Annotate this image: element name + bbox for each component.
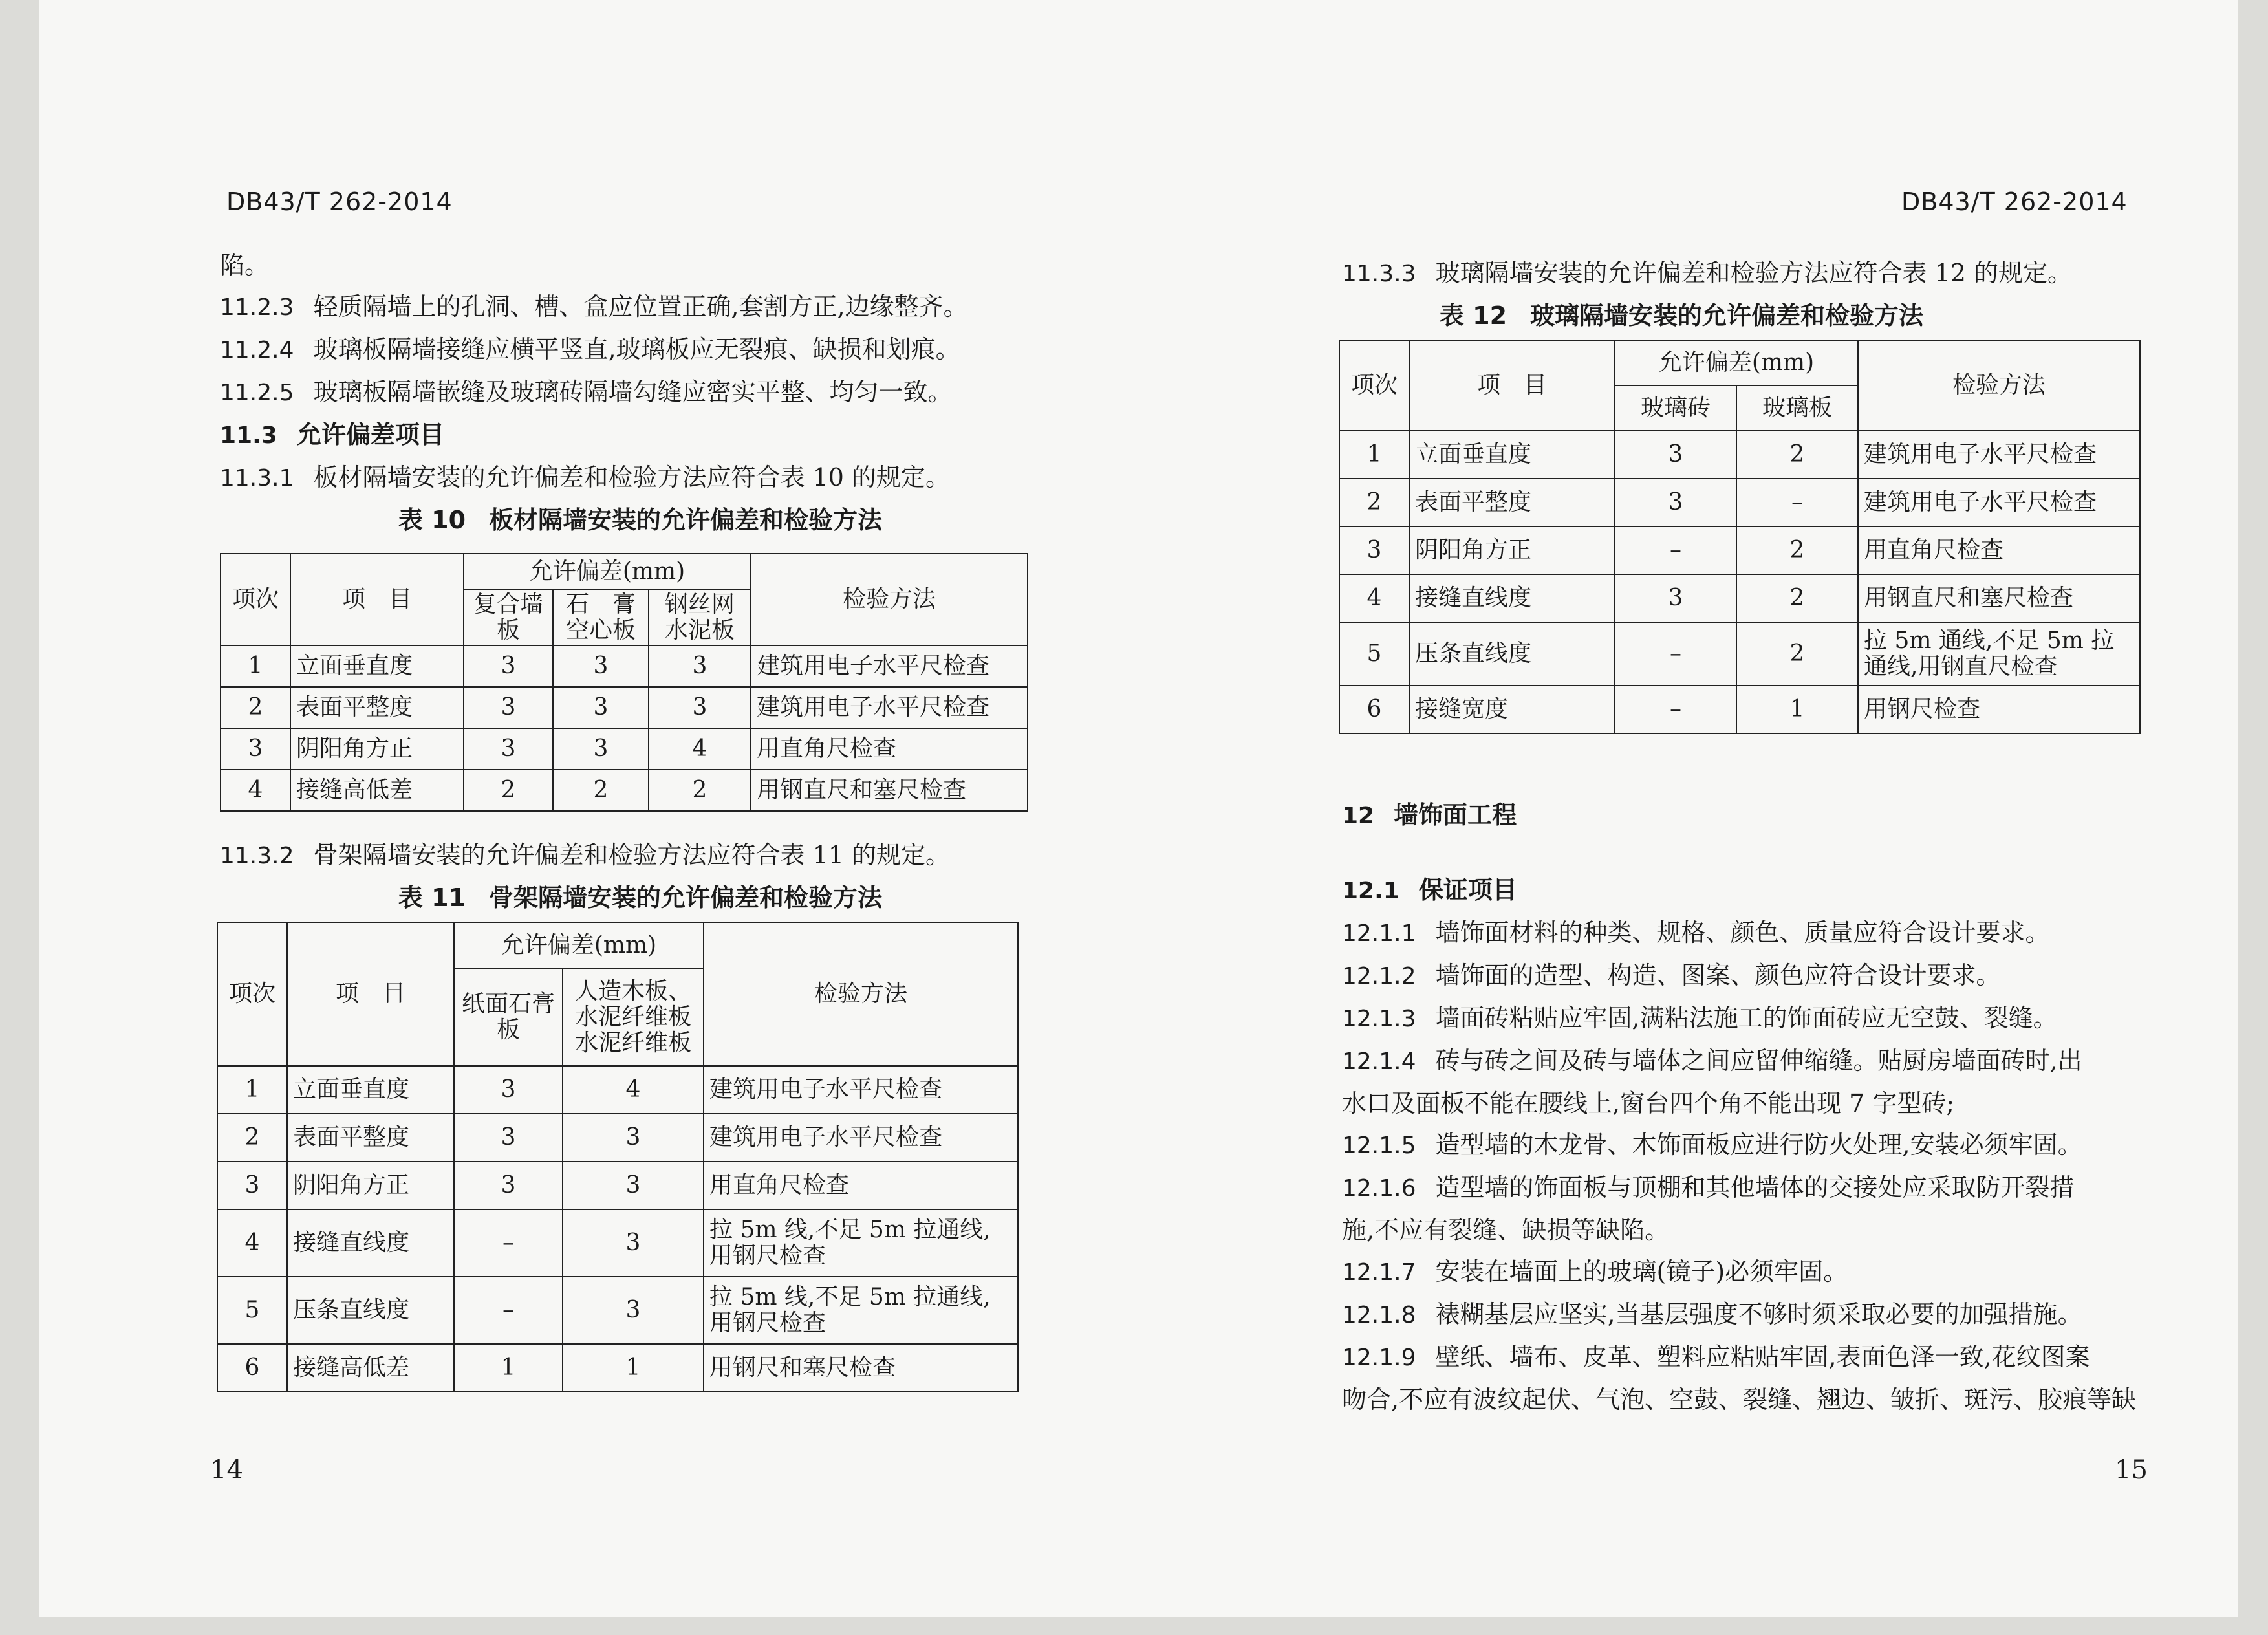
cell-value: –: [1615, 622, 1736, 686]
table-row: [1339, 479, 2140, 526]
right-page: [1138, 0, 2238, 1617]
table-title: 骨架隔墙安装的允许偏差和检验方法: [489, 883, 883, 912]
table-header-col: 人造木板、水泥纤维板水泥纤维板: [563, 969, 704, 1066]
cell-value: –: [454, 1209, 563, 1277]
right-top-text: [1342, 252, 2183, 336]
table-header-col: 钢丝网水泥板: [649, 590, 751, 645]
section-title: 保证项目: [1418, 876, 1517, 904]
section-number: 12.1: [1342, 878, 1399, 904]
cell-item: 接缝直线度: [1409, 574, 1615, 622]
cell-value: 2: [464, 770, 553, 811]
table-header-col: 玻璃砖: [1615, 385, 1736, 431]
cell-index: 3: [217, 1162, 287, 1209]
table-title: 玻璃隔墙安装的允许偏差和检验方法: [1530, 301, 1924, 330]
cell-value: 3: [464, 687, 553, 728]
table10-caption: [220, 499, 1061, 541]
table12-caption: [1342, 295, 2021, 336]
clause-text: 墙饰面的造型、构造、图案、颜色应符合设计要求。: [1435, 961, 2001, 990]
clause-11-2-3: [220, 286, 1061, 329]
cell-item: 阴阳角方正: [1409, 526, 1615, 574]
cell-method: 建筑用电子水平尺检查: [751, 687, 1028, 728]
left-top-text: [220, 244, 1061, 541]
cell-value: 3: [454, 1066, 563, 1114]
clause-12-1-6: [1342, 1167, 2144, 1209]
cell-method: 用直角尺检查: [704, 1162, 1018, 1209]
table-header-col: 复合墙板: [464, 590, 553, 645]
cell-method: 用直角尺检查: [751, 728, 1028, 770]
cell-value: 3: [553, 687, 649, 728]
cell-value: 3: [553, 728, 649, 770]
cell-method: 用钢尺检查: [1858, 686, 2140, 733]
table-header-method: 检验方法: [704, 922, 1018, 1066]
clause-number: 11.3.3: [1342, 261, 1416, 287]
clause-text: 玻璃隔墙安装的允许偏差和检验方法应符合表 12 的规定。: [1435, 259, 2073, 287]
clause-11-2-4: [220, 329, 1061, 371]
table-header-col: 玻璃板: [1736, 385, 1858, 431]
table-row: [1339, 622, 2140, 686]
cell-method: 建筑用电子水平尺检查: [751, 645, 1028, 687]
clause-12-1-7: [1342, 1251, 2144, 1294]
cell-item: 接缝直线度: [287, 1209, 454, 1277]
cell-index: 5: [1339, 622, 1409, 686]
cell-item: 压条直线度: [1409, 622, 1615, 686]
cell-value: 4: [563, 1066, 704, 1114]
cell-method: 建筑用电子水平尺检查: [704, 1066, 1018, 1114]
table-header-item: 项 目: [287, 922, 454, 1066]
clause-11-3-2: [220, 834, 1061, 877]
cell-value: 2: [1736, 431, 1858, 479]
cell-value: –: [1736, 479, 1858, 526]
cell-index: 6: [217, 1344, 287, 1392]
left-page-header: DB43/T 262-2014: [226, 188, 453, 216]
cell-method: 用直角尺检查: [1858, 526, 2140, 574]
cell-item: 立面垂直度: [287, 1066, 454, 1114]
cell-value: 3: [649, 687, 751, 728]
cell-item: 表面平整度: [290, 687, 464, 728]
cell-value: 1: [454, 1344, 563, 1392]
cell-value: 3: [1615, 574, 1736, 622]
cell-value: 3: [649, 645, 751, 687]
cell-index: 2: [1339, 479, 1409, 526]
table-title: 板材隔墙安装的允许偏差和检验方法: [489, 506, 883, 534]
left-page: [39, 0, 1139, 1617]
table11-caption: [220, 877, 1061, 918]
clause-text: 玻璃板隔墙嵌缝及玻璃砖隔墙勾缝应密实平整、均匀一致。: [313, 378, 953, 406]
book-spread: [39, 0, 2238, 1617]
left-page-number: 14: [210, 1455, 243, 1485]
text-line: [220, 244, 1061, 286]
cell-value: –: [1615, 686, 1736, 733]
clause-number: 12.1.2: [1342, 963, 1416, 990]
clause-number: 12.1.6: [1342, 1175, 1416, 1202]
cell-index: 4: [1339, 574, 1409, 622]
table-10: [220, 553, 1028, 812]
table-header-col: 纸面石膏板: [454, 969, 563, 1066]
cell-value: 3: [563, 1114, 704, 1162]
cell-value: 3: [454, 1162, 563, 1209]
clause-number: 12.1.8: [1342, 1302, 1416, 1328]
table-row: [1339, 686, 2140, 733]
cell-method: 拉 5m 线,不足 5m 拉通线,用钢尺检查: [704, 1209, 1018, 1277]
table-header-deviation: 允许偏差(mm): [454, 922, 704, 969]
table-row: [217, 1162, 1018, 1209]
clause-number: 11.3.1: [220, 465, 294, 492]
clause-text: 裱糊基层应坚实,当基层强度不够时须采取必要的加强措施。: [1435, 1300, 2082, 1328]
table-number: 表 12: [1439, 301, 1507, 330]
table-number: 表 10: [398, 506, 466, 534]
clause-text: 轻质隔墙上的孔洞、槽、盒应位置正确,套割方正,边缘整齐。: [313, 292, 968, 321]
clause-text: 板材隔墙安装的允许偏差和检验方法应符合表 10 的规定。: [313, 463, 951, 492]
clause-12-1-4-cont: 水口及面板不能在腰线上,窗台四个角不能出现 7 字型砖;: [1342, 1089, 1955, 1118]
clause-11-2-5: [220, 371, 1061, 414]
chapter-number: 12: [1342, 803, 1375, 829]
cell-method: 建筑用电子水平尺检查: [1858, 479, 2140, 526]
clause-text: 造型墙的木龙骨、木饰面板应进行防火处理,安装必须牢固。: [1435, 1131, 2082, 1159]
clause-12-1-3: [1342, 997, 2144, 1040]
cell-index: 4: [221, 770, 290, 811]
cell-value: 3: [1615, 479, 1736, 526]
right-page-header: DB43/T 262-2014: [1901, 188, 2128, 216]
table-header-index: 项次: [1339, 340, 1409, 431]
table-header-index: 项次: [217, 922, 287, 1066]
chapter-12-heading: [1342, 794, 2144, 837]
clause-11-3-1: [220, 457, 1061, 499]
clause-number: 12.1.5: [1342, 1132, 1416, 1159]
table-row: [217, 1344, 1018, 1392]
cell-index: 6: [1339, 686, 1409, 733]
right-page-number: 15: [2115, 1455, 2148, 1485]
table-header-index: 项次: [221, 554, 290, 645]
table-row: [217, 1114, 1018, 1162]
cell-item: 压条直线度: [287, 1277, 454, 1344]
cell-value: 3: [553, 645, 649, 687]
clause-12-1-1: [1342, 912, 2144, 955]
table-header-method: 检验方法: [1858, 340, 2140, 431]
cell-item: 接缝高低差: [287, 1344, 454, 1392]
table-row: [1339, 431, 2140, 479]
cell-value: 3: [464, 728, 553, 770]
cell-value: 4: [649, 728, 751, 770]
clause-12-1-4: [1342, 1040, 2144, 1083]
cell-item: 立面垂直度: [1409, 431, 1615, 479]
table-row: [217, 1066, 1018, 1114]
clause-12-1-9: [1342, 1336, 2144, 1379]
table-header-method: 检验方法: [751, 554, 1028, 645]
section-title: 允许偏差项目: [296, 420, 444, 449]
clause-12-1-9-cont: 吻合,不应有波纹起伏、气泡、空鼓、裂缝、翘边、皱折、斑污、胶痕等缺: [1342, 1385, 2137, 1414]
section-12-1-heading: [1342, 869, 2144, 912]
cell-item: 表面平整度: [1409, 479, 1615, 526]
cell-value: 2: [1736, 574, 1858, 622]
table-header-col: 石 膏空心板: [553, 590, 649, 645]
clause-text: 砖与砖之间及砖与墙体之间应留伸缩缝。贴厨房墙面砖时,出: [1435, 1046, 2082, 1075]
cell-value: 1: [1736, 686, 1858, 733]
clause-number: 12.1.1: [1342, 920, 1416, 947]
cell-method: 用钢尺和塞尺检查: [704, 1344, 1018, 1392]
cell-index: 5: [217, 1277, 287, 1344]
table-header-deviation: 允许偏差(mm): [1615, 340, 1858, 385]
clause-text: 陷。: [220, 251, 270, 279]
right-body-text: [1342, 794, 2144, 1420]
cell-value: 2: [1736, 622, 1858, 686]
clause-number: 12.1.4: [1342, 1048, 1416, 1075]
table-header-item: 项 目: [290, 554, 464, 645]
clause-number: 12.1.7: [1342, 1259, 1416, 1286]
clause-text: 造型墙的饰面板与顶棚和其他墙体的交接处应采取防开裂措: [1435, 1173, 2075, 1202]
clause-text: 骨架隔墙安装的允许偏差和检验方法应符合表 11 的规定。: [313, 841, 951, 869]
clause-text: 壁纸、墙布、皮革、塑料应粘贴牢固,表面色泽一致,花纹图案: [1435, 1343, 2090, 1371]
cell-value: 2: [649, 770, 751, 811]
table-header-deviation: 允许偏差(mm): [464, 554, 751, 590]
section-11-3-heading: [220, 414, 1061, 457]
cell-method: 拉 5m 线,不足 5m 拉通线,用钢尺检查: [704, 1277, 1018, 1344]
cell-value: 1: [563, 1344, 704, 1392]
table-row: [217, 1209, 1018, 1277]
left-mid-text: [220, 834, 1061, 918]
cell-item: 阴阳角方正: [287, 1162, 454, 1209]
cell-value: 3: [464, 645, 553, 687]
clause-text: 玻璃板隔墙接缝应横平竖直,玻璃板应无裂痕、缺损和划痕。: [313, 335, 960, 363]
clause-number: 12.1.9: [1342, 1345, 1416, 1371]
clause-text: 墙面砖粘贴应牢固,满粘法施工的饰面砖应无空鼓、裂缝。: [1435, 1004, 2058, 1032]
chapter-title: 墙饰面工程: [1394, 801, 1517, 829]
cell-value: 3: [563, 1209, 704, 1277]
clause-number: 12.1.3: [1342, 1006, 1416, 1032]
table-12: [1339, 340, 2141, 734]
table-number: 表 11: [398, 883, 466, 912]
cell-value: –: [1615, 526, 1736, 574]
table-row: [1339, 574, 2140, 622]
cell-value: 3: [1615, 431, 1736, 479]
cell-index: 3: [1339, 526, 1409, 574]
cell-method: 用钢直尺和塞尺检查: [1858, 574, 2140, 622]
cell-item: 表面平整度: [287, 1114, 454, 1162]
table-row: [221, 728, 1028, 770]
cell-index: 1: [217, 1066, 287, 1114]
cell-method: 建筑用电子水平尺检查: [1858, 431, 2140, 479]
cell-item: 阴阳角方正: [290, 728, 464, 770]
cell-index: 1: [221, 645, 290, 687]
cell-index: 2: [221, 687, 290, 728]
clause-number: 11.2.5: [220, 380, 294, 406]
table-11: [217, 922, 1019, 1392]
cell-item: 接缝高低差: [290, 770, 464, 811]
cell-value: 3: [454, 1114, 563, 1162]
cell-index: 2: [217, 1114, 287, 1162]
clause-12-1-8: [1342, 1294, 2144, 1336]
cell-index: 1: [1339, 431, 1409, 479]
clause-number: 11.2.4: [220, 337, 294, 363]
clause-number: 11.3.2: [220, 843, 294, 869]
cell-value: 2: [553, 770, 649, 811]
table-row: [221, 770, 1028, 811]
cell-index: 4: [217, 1209, 287, 1277]
clause-12-1-6-cont: 施,不应有裂缝、缺损等缺陷。: [1342, 1216, 1670, 1244]
cell-value: 3: [563, 1162, 704, 1209]
cell-index: 3: [221, 728, 290, 770]
cell-method: 拉 5m 通线,不足 5m 拉通线,用钢直尺检查: [1858, 622, 2140, 686]
clause-12-1-2: [1342, 955, 2144, 997]
cell-value: 3: [563, 1277, 704, 1344]
clause-12-1-5: [1342, 1124, 2144, 1167]
cell-item: 立面垂直度: [290, 645, 464, 687]
clause-text: 墙饰面材料的种类、规格、颜色、质量应符合设计要求。: [1435, 918, 2050, 947]
clause-11-3-3: [1342, 252, 2183, 295]
cell-method: 建筑用电子水平尺检查: [704, 1114, 1018, 1162]
cell-value: –: [454, 1277, 563, 1344]
section-number: 11.3: [220, 422, 277, 449]
table-row: [1339, 526, 2140, 574]
clause-text: 安装在墙面上的玻璃(镜子)必须牢固。: [1435, 1257, 1848, 1286]
cell-item: 接缝宽度: [1409, 686, 1615, 733]
cell-value: 2: [1736, 526, 1858, 574]
table-row: [221, 687, 1028, 728]
table-row: [217, 1277, 1018, 1344]
cell-method: 用钢直尺和塞尺检查: [751, 770, 1028, 811]
clause-number: 11.2.3: [220, 294, 294, 321]
table-row: [221, 645, 1028, 687]
table-header-item: 项 目: [1409, 340, 1615, 431]
